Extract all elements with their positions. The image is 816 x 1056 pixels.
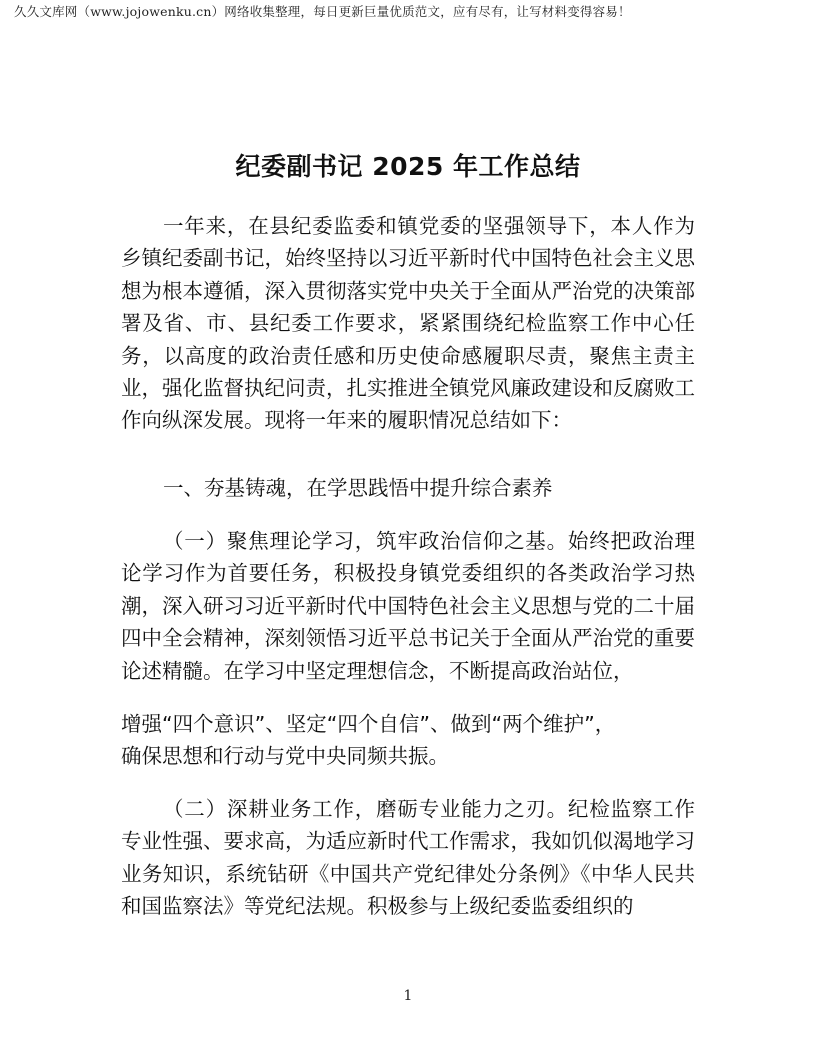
section-heading: 一、夯基铸魂，在学思践悟中提升综合素养 [163,476,553,500]
page-number: 1 [403,988,413,1004]
header-banner: 久久文库网（www.jojowenku.cn）网络收集整理，每日更新巨量优质范文，应有尽有，让写材料变得容易！ [14,4,631,19]
intro-paragraph: 一年来，在县纪委监委和镇党委的坚强领导下，本人作为乡镇纪委副书记，始终坚持以习近平新时代中国特色社会主义思想为根本遵循，深入贯彻落实党中央关于全面从严治党的决策部署及省、市、县纪委工作要求，紧紧围绕纪检监察工作中心任务，以高度的政治责任感和历史使命感履职尽责，聚焦主责主业，强化监督执纪问责，扎实推进全镇党风廉政建设和反腐败工作向纵深发展。现将一年来的履职情况总结如下： [121,214,695,433]
document-title: 纪委副书记 2025 年工作总结 [235,152,581,181]
item-one-line-two: 增强“四个意识”、坚定“四个自信”、做到“两个维护”， [121,712,616,736]
item-one-paragraph: （一）聚焦理论学习，筑牢政治信仰之基。始终把政治理论学习作为首要任务，积极投身镇党委组织的各类政治学习热潮，深入研习习近平新时代中国特色社会主义思想与党的二十届四中全会精神，深刻领悟习近平总书记关于全面从严治党的重要论述精髓。在学习中坚定理想信念，不断提高政治站位， [121,529,695,683]
item-one-line-three: 确保思想和行动与党中央同频共振。 [121,744,449,768]
item-two-paragraph: （二）深耕业务工作，磨砺专业能力之刃。纪检监察工作专业性强、要求高，为适应新时代工作需求，我如饥似渴地学习业务知识，系统钻研《中国共产党纪律处分条例》《中华人民共和国监察法》等党纪法规。积极参与上级纪委监委组织的 [121,797,695,919]
